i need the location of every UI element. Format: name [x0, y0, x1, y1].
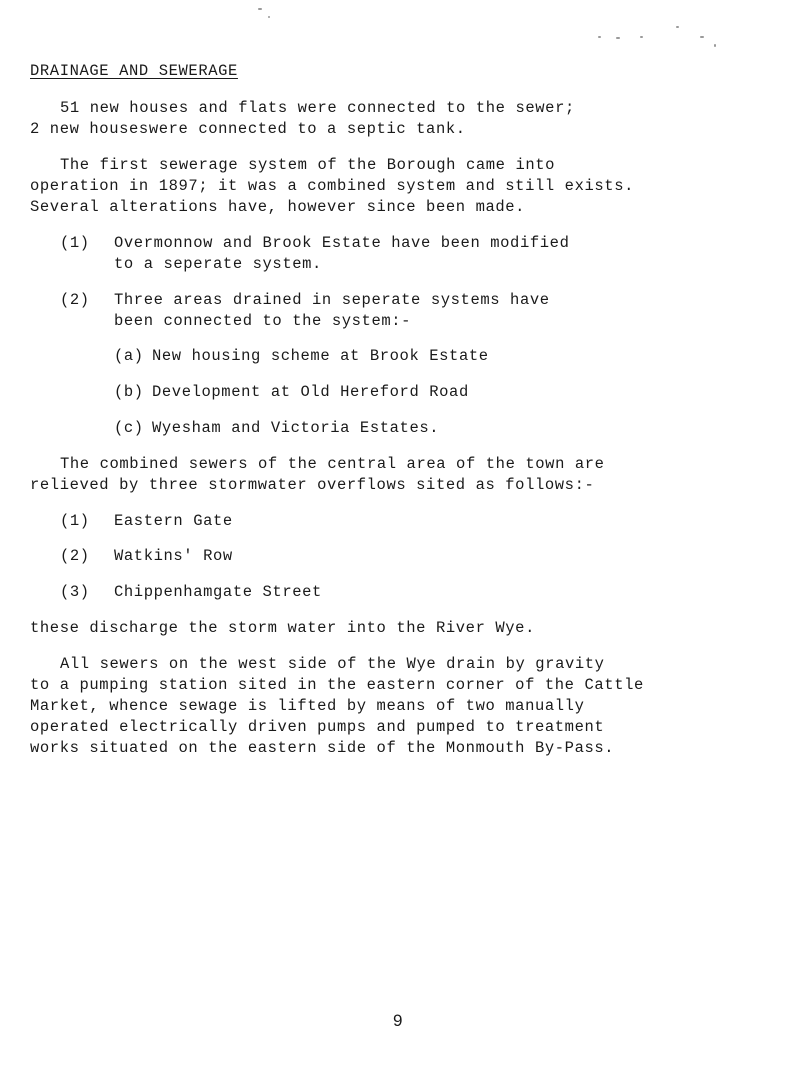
- paragraph-line: operation in 1897; it was a combined system and still exists.: [30, 177, 634, 195]
- area-text: Wyesham and Victoria Estates.: [152, 419, 440, 437]
- scan-speck: [714, 44, 716, 47]
- overflow-marker: (1): [60, 512, 90, 530]
- scan-speck: [258, 8, 262, 10]
- paragraph-line: relieved by three stormwater overflows sited as follows:-: [30, 476, 595, 494]
- paragraph-line: All sewers on the west side of the Wye drain by gravity: [60, 655, 605, 673]
- scan-speck: [268, 16, 270, 18]
- scan-speck: [676, 26, 679, 28]
- scan-speck: [700, 36, 704, 38]
- alteration-marker: (2): [60, 291, 90, 309]
- paragraph-line: Several alterations have, however since been made.: [30, 198, 526, 216]
- alteration-line: Three areas drained in seperate systems have: [114, 291, 550, 309]
- intro-line-1: 51 new houses and flats were connected to the sewer;: [60, 99, 575, 117]
- page-heading: DRAINAGE AND SEWERAGE: [30, 62, 238, 80]
- area-text: New housing scheme at Brook Estate: [152, 347, 489, 365]
- intro-line-2: 2 new houseswere connected to a septic tank.: [30, 120, 466, 138]
- scan-speck: [598, 36, 601, 38]
- paragraph-line: operated electrically driven pumps and pumped to treatment: [30, 718, 605, 736]
- alteration-line: Overmonnow and Brook Estate have been modified: [114, 234, 570, 252]
- area-text: Development at Old Hereford Road: [152, 383, 469, 401]
- overflow-text: Watkins' Row: [114, 547, 233, 565]
- page-number: 9: [393, 1011, 404, 1030]
- overflow-text: Eastern Gate: [114, 512, 233, 530]
- overflow-text: Chippenhamgate Street: [114, 583, 322, 601]
- alteration-marker: (1): [60, 234, 90, 252]
- paragraph-line: The combined sewers of the central area of the town are: [60, 455, 605, 473]
- overflow-marker: (2): [60, 547, 90, 565]
- paragraph-line: Market, whence sewage is lifted by means of two manually: [30, 697, 585, 715]
- paragraph-line: to a pumping station sited in the eastern corner of the Cattle: [30, 676, 644, 694]
- area-marker: (a): [114, 347, 144, 365]
- overflow-marker: (3): [60, 583, 90, 601]
- paragraph-line: works situated on the eastern side of the Monmouth By-Pass.: [30, 739, 615, 757]
- scan-speck: [640, 36, 643, 38]
- alteration-line: been connected to the system:-: [114, 312, 412, 330]
- alteration-line: to a seperate system.: [114, 255, 322, 273]
- discharge-line: these discharge the storm water into the River Wye.: [30, 619, 535, 637]
- paragraph-line: The first sewerage system of the Borough came into: [60, 156, 556, 174]
- area-marker: (c): [114, 419, 144, 437]
- area-marker: (b): [114, 383, 144, 401]
- scan-speck: [616, 37, 620, 39]
